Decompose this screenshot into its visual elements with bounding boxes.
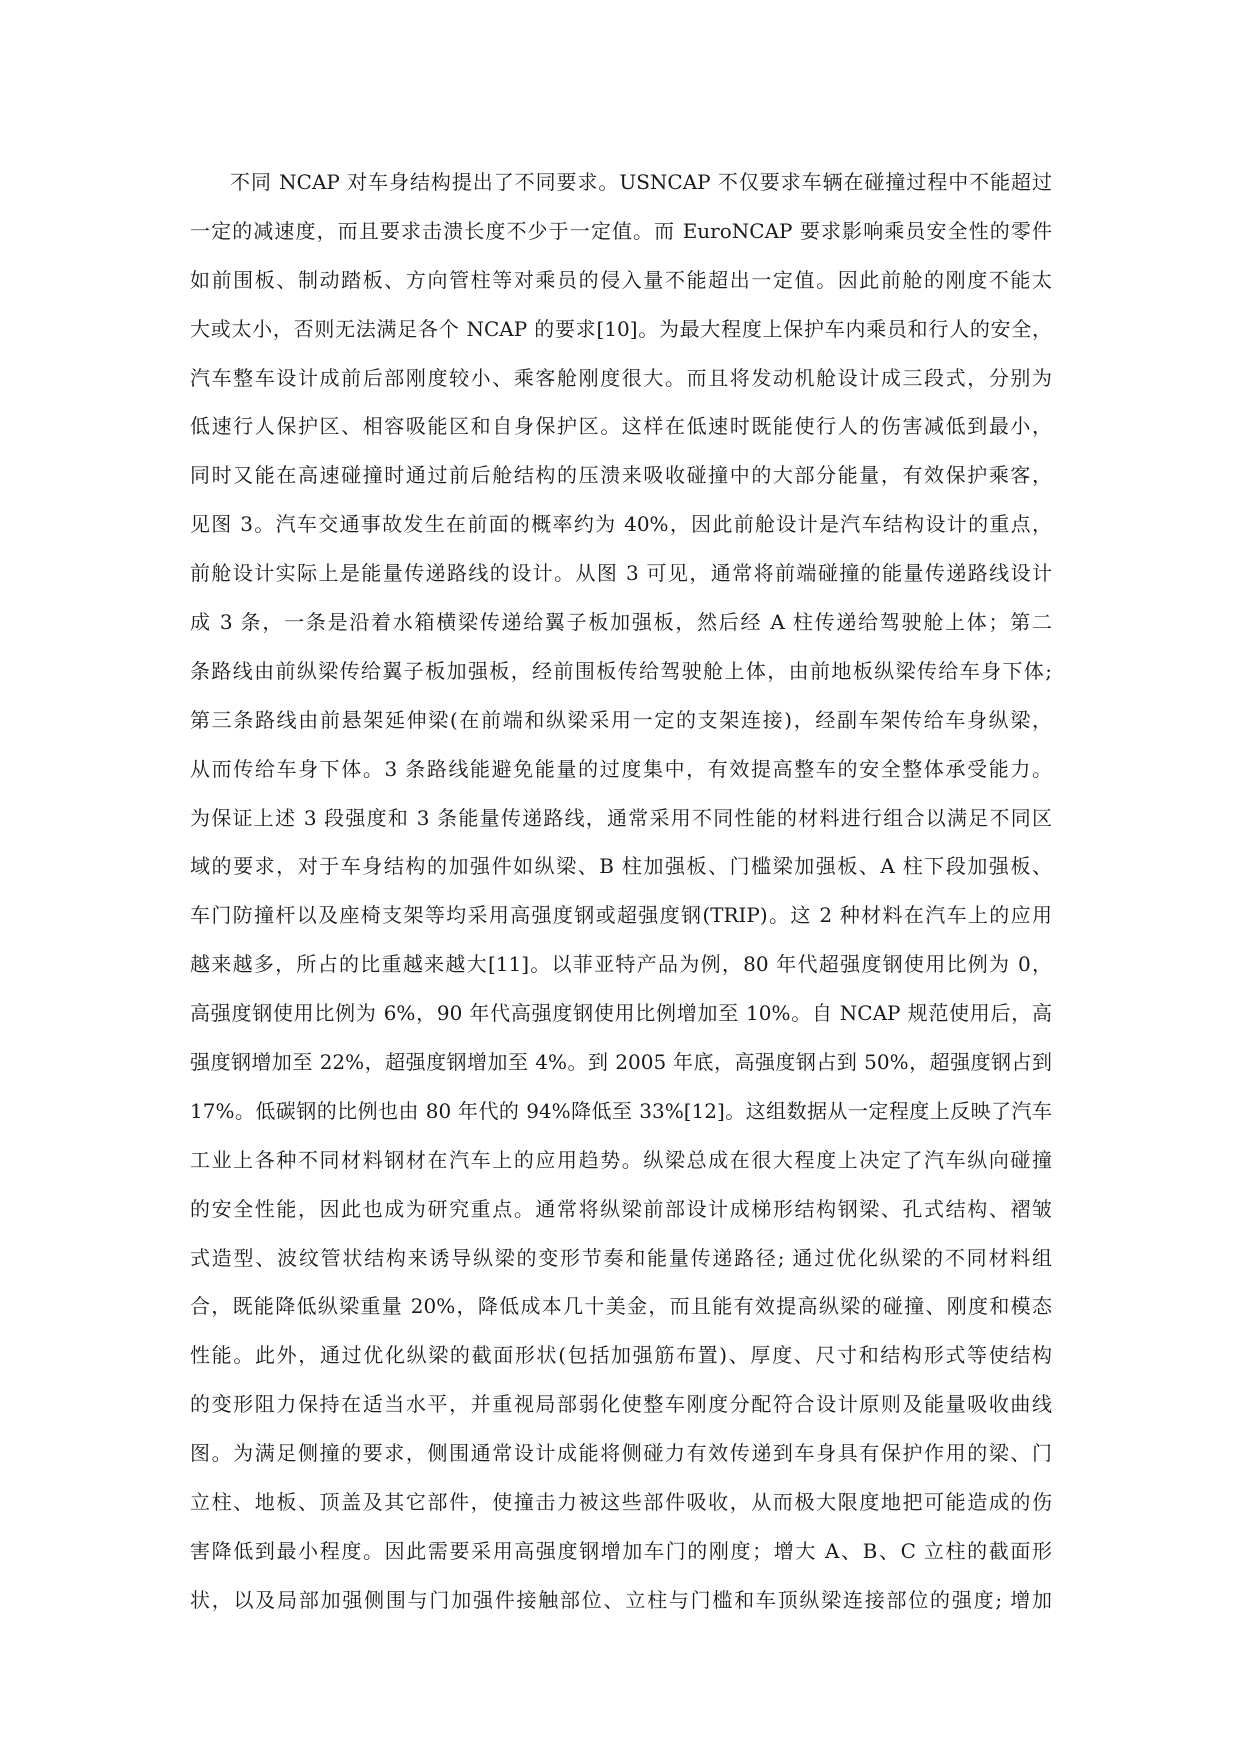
text-line: 前舱设计实际上是能量传递路线的设计。从图 3 可见，通常将前端碰撞的能量传递路线设计: [190, 561, 1052, 586]
text-line: 一定的减速度，而且要求击溃长度不少于一定值。而 EuroNCAP 要求影响乘员安全性的零件: [190, 218, 1052, 243]
text-line: 车门防撞杆以及座椅支架等均采用高强度钢或超强度钢(TRIP)。这 2 种材料在汽车上的应用: [190, 903, 1052, 928]
body-paragraph: [190, 158, 1052, 1625]
text-line: 域的要求，对于车身结构的加强件如纵梁、B 柱加强板、门槛梁加强板、A 柱下段加强板、: [190, 854, 1052, 879]
text-line: 的安全性能，因此也成为研究重点。通常将纵梁前部设计成梯形结构钢梁、孔式结构、褶皱: [190, 1196, 1052, 1221]
text-line: 合，既能降低纵梁重量 20%，降低成本几十美金，而且能有效提高纵梁的碰撞、刚度和模态: [190, 1294, 1052, 1319]
text-line: 条路线由前纵梁传给翼子板加强板，经前围板传给驾驶舱上体，由前地板纵梁传给车身下体;: [190, 658, 1052, 683]
text-line: 为保证上述 3 段强度和 3 条能量传递路线，通常采用不同性能的材料进行组合以满足不同区: [190, 805, 1052, 830]
text-line: 害降低到最小程度。因此需要采用高强度钢增加车门的刚度；增大 A、B、C 立柱的截面形: [190, 1538, 1052, 1563]
text-line: 立柱、地板、顶盖及其它部件，使撞击力被这些部件吸收，从而极大限度地把可能造成的伤: [190, 1490, 1052, 1515]
text-line: 工业上各种不同材料钢材在汽车上的应用趋势。纵梁总成在很大程度上决定了汽车纵向碰撞: [190, 1147, 1052, 1172]
text-line: 强度钢增加至 22%，超强度钢增加至 4%。到 2005 年底，高强度钢占到 50%，超强度钢占到: [190, 1050, 1052, 1075]
text-line: 高强度钢使用比例为 6%，90 年代高强度钢使用比例增加至 10%。自 NCAP 规范使用后，高: [190, 1001, 1052, 1026]
text-line: 如前围板、制动踏板、方向管柱等对乘员的侵入量不能超出一定值。因此前舱的刚度不能太: [190, 267, 1052, 292]
text-line: 第三条路线由前悬架延伸梁(在前端和纵梁采用一定的支架连接)，经副车架传给车身纵梁，: [190, 707, 1052, 732]
text-line: 汽车整车设计成前后部刚度较小、乘客舱刚度很大。而且将发动机舱设计成三段式，分别为: [190, 365, 1052, 390]
text-line: 图。为满足侧撞的要求，侧围通常设计成能将侧碰力有效传递到车身具有保护作用的梁、门: [190, 1441, 1052, 1466]
text-line: 同时又能在高速碰撞时通过前后舱结构的压溃来吸收碰撞中的大部分能量，有效保护乘客，: [190, 463, 1052, 488]
text-line: 见图 3。汽车交通事故发生在前面的概率约为 40%，因此前舱设计是汽车结构设计的重点，: [190, 512, 1052, 537]
text-line: 性能。此外，通过优化纵梁的截面形状(包括加强筋布置)、厚度、尺寸和结构形式等使结构: [190, 1343, 1052, 1368]
text-line: 成 3 条，一条是沿着水箱横梁传递给翼子板加强板，然后经 A 柱传递给驾驶舱上体；第二: [190, 610, 1052, 635]
text-line: 越来越多，所占的比重越来越大[11]。以菲亚特产品为例，80 年代超强度钢使用比例为 0，: [190, 952, 1052, 977]
text-line: 不同 NCAP 对车身结构提出了不同要求。USNCAP 不仅要求车辆在碰撞过程中不能超过: [230, 170, 1052, 194]
text-line: 17%。低碳钢的比例也由 80 年代的 94%降低至 33%[12]。这组数据从一定程度上反映了汽车: [190, 1098, 1052, 1123]
text-line: 从而传给车身下体。3 条路线能避免能量的过度集中，有效提高整车的安全整体承受能力。: [190, 756, 1052, 781]
text-line: 的变形阻力保持在适当水平，并重视局部弱化使整车刚度分配符合设计原则及能量吸收曲线: [190, 1392, 1052, 1417]
text-line: 状，以及局部加强侧围与门加强件接触部位、立柱与门槛和车顶纵梁连接部位的强度; 增加: [190, 1587, 1052, 1612]
text-line: 式造型、波纹管状结构来诱导纵梁的变形节奏和能量传递路径; 通过优化纵梁的不同材料组: [190, 1245, 1052, 1270]
text-line: 低速行人保护区、相容吸能区和自身保护区。这样在低速时既能使行人的伤害减低到最小，: [190, 414, 1052, 439]
text-line: 大或太小，否则无法满足各个 NCAP 的要求[10]。为最大程度上保护车内乘员和行人的安全，: [190, 316, 1052, 341]
